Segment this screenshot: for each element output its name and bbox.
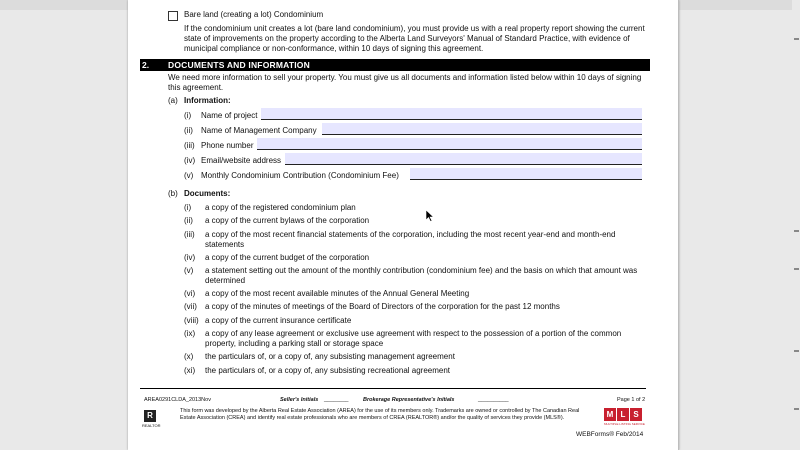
documents-heading: Documents: [184,189,231,198]
doc-item-num: (ii) [184,216,193,225]
doc-item-num: (iv) [184,253,196,262]
scroll-marker [794,230,799,232]
info-num-email: (iv) [184,156,196,165]
doc-item-text: a copy of the current insurance certificate [205,316,352,325]
page-number: Page 1 of 2 [617,397,646,403]
section-intro: We need more information to sell your property. You must give us all documents and information listed below within 10 days of signing this agreement. [168,73,642,92]
doc-item-text: a copy of the minutes of meetings of the Board of Directors of the corporation for the past 12 months [205,302,560,311]
bare-land-checkbox[interactable] [168,11,178,21]
doc-item-num: (vi) [184,289,196,298]
info-num-project: (i) [184,111,192,120]
mls-caption: MULTIPLE LISTING SERVICE [604,422,645,426]
doc-item-text: a copy of the current budget of the corporation [205,253,370,262]
doc-item-num: (v) [184,266,194,275]
doc-item-text: a copy of the most recent financial statements of the corporation, including the most recent year-end and month-end statements [205,230,616,249]
mls-letter: M [604,408,616,421]
information-heading: Information: [184,96,231,105]
doc-item-num: (vii) [184,302,197,311]
doc-item-text: a copy of any lease agreement or exclusive use agreement with respect to the possession of a portion of the common property, including a parking stall or storage space [205,329,622,348]
info-label-phone: Phone number [201,141,254,150]
sellers-initials-blank[interactable]: ________ [324,397,349,403]
doc-item-num: (xi) [184,366,196,375]
project-name-field[interactable] [261,108,642,120]
scroll-marker [794,268,799,270]
doc-item-text: the particulars of, or a copy of, any subsisting recreational agreement [205,366,451,375]
management-company-field[interactable] [322,123,642,135]
section-title: DOCUMENTS AND INFORMATION [168,60,310,70]
mls-letter: L [617,408,629,421]
doc-item-text: a statement setting out the amount of the monthly contribution (condominium fee) and the basis on which that amount was determined [205,266,638,285]
doc-item-num: (viii) [184,316,199,325]
info-num-phone: (iii) [184,141,195,150]
mouse-cursor-icon [426,210,434,222]
doc-item-text: the particulars of, or a copy of, any subsisting management agreement [205,352,455,361]
brokerage-initials-label: Brokerage Representative's Initials [363,397,455,403]
mls-logo [604,408,644,426]
info-num-management: (ii) [184,126,193,135]
doc-item-num: (ix) [184,329,196,338]
info-num-fee: (v) [184,171,194,180]
webforms-label: WEBForms® Feb/2014 [576,431,644,438]
doc-item-text: a copy of the most recent available minutes of the Annual General Meeting [205,289,470,298]
bare-land-description: If the condominium unit creates a lot (bare land condominium), you must provide us with a real property report showing the current state of improvements on the property according to the Alberta Land Surveyors' Manual of Standard Practice, with evidence of municipal compliance or non-conformance, within 10 days of signing this agreement. [184,24,645,53]
phone-number-field[interactable] [257,138,642,150]
doc-item-num: (x) [184,352,194,361]
doc-item-text: a copy of the registered condominium plan [205,203,356,212]
email-website-field[interactable] [285,153,642,165]
condo-fee-field[interactable] [410,168,642,180]
documents-label: (b) [168,189,178,198]
info-label-email: Email/website address [201,156,282,165]
information-label: (a) [168,96,178,105]
footer-divider [140,388,646,389]
section-number: 2. [142,60,150,70]
scroll-marker [794,408,799,410]
mls-letter: S [630,408,642,421]
info-label-project: Name of project [201,111,258,120]
realtor-label: REALTOR [142,423,161,428]
doc-item-num: (i) [184,203,192,212]
document-page [128,0,679,450]
scrollbar-track[interactable] [792,0,800,450]
doc-item-num: (iii) [184,230,195,239]
realtor-logo: R [144,410,156,422]
doc-item-text: a copy of the current bylaws of the corporation [205,216,370,225]
bare-land-label: Bare land (creating a lot) Condominium [184,10,324,19]
info-label-management: Name of Management Company [201,126,317,135]
scroll-marker [794,350,799,352]
form-code: AREA0291CLDA_2013Nov [144,397,211,403]
disclaimer-text: This form was developed by the Alberta Real Estate Association (AREA) for the use of its members only. Trademarks are owned or controlled by The Canadian Real Estate Association (CREA) and identify real estate professionals who are members of CREA (REALTOR®) and/or the quality of services they provide (MLS®). [180,408,580,421]
sellers-initials-label: Seller's Initials [280,397,319,403]
scroll-marker [794,38,799,40]
info-label-fee: Monthly Condominium Contribution (Condominium Fee) [201,171,399,180]
brokerage-initials-blank[interactable]: __________ [478,397,509,403]
